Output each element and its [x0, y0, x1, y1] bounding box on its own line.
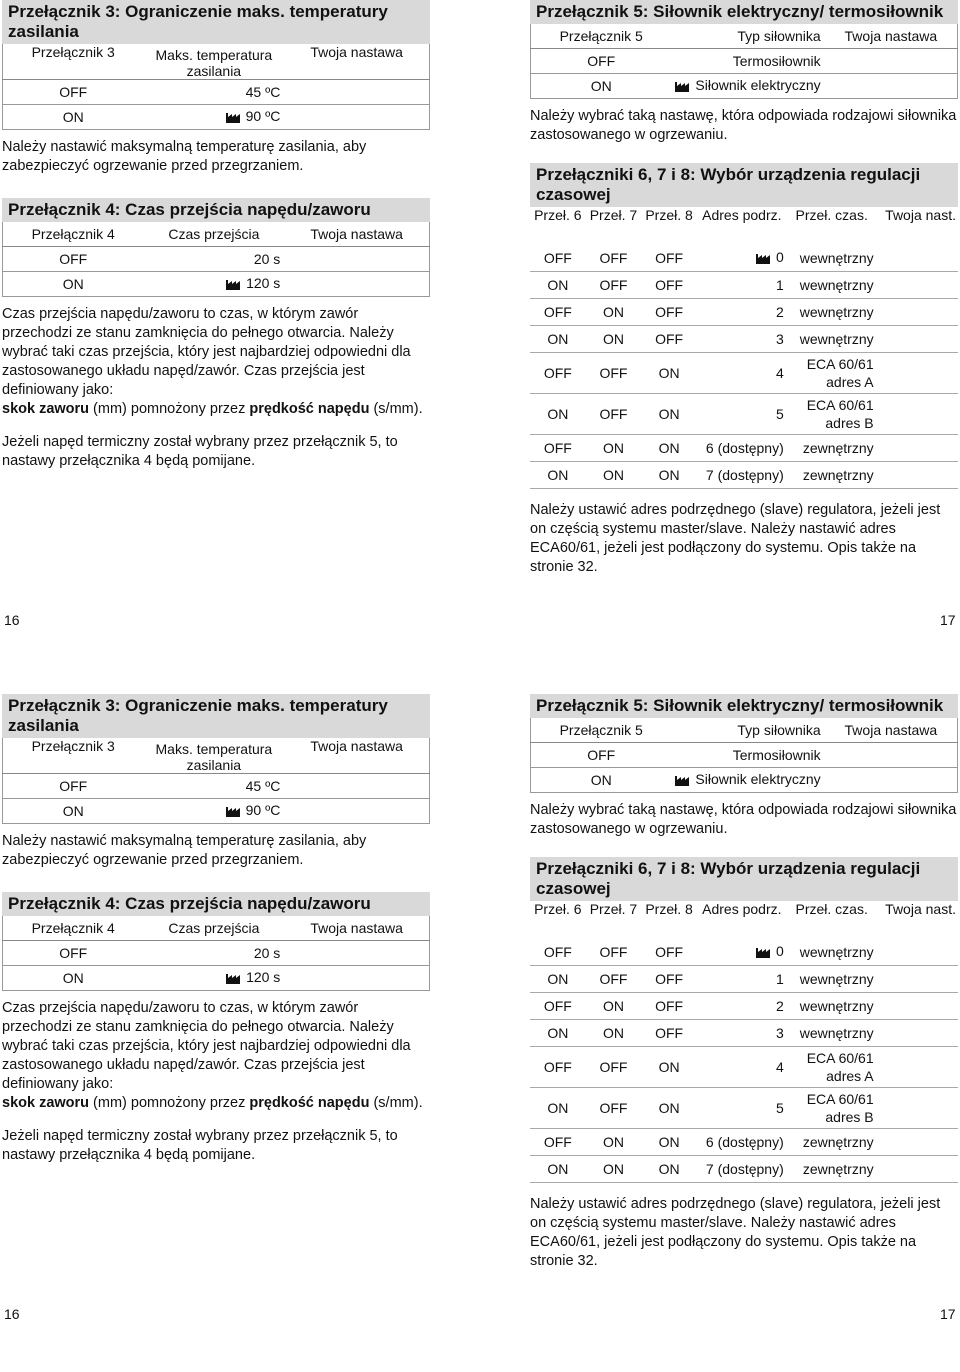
col-header: Twoja nastawa — [825, 718, 958, 743]
table-cell: ON — [530, 1088, 586, 1129]
table-cell: ON — [641, 1129, 697, 1156]
col-header: Czas przejścia — [143, 222, 284, 247]
sw4-table — [2, 222, 430, 297]
table-cell: ON — [641, 435, 697, 462]
table-cell: ON — [530, 462, 586, 489]
table-cell: Termosiłownik — [671, 743, 824, 768]
col-header: Przeł. 6 — [534, 901, 582, 917]
table-cell: OFF — [641, 326, 697, 353]
table-cell: 6 (dostępny) — [697, 435, 787, 462]
page-spread — [0, 0, 960, 640]
factory-icon — [226, 971, 242, 987]
table-cell — [877, 939, 958, 966]
table-cell: ON — [530, 1020, 586, 1047]
table-cell: OFF — [641, 966, 697, 993]
table-cell: ECA 60/61 adres B — [787, 394, 877, 435]
table-cell: 2 — [697, 299, 787, 326]
table-cell — [877, 966, 958, 993]
table-cell: OFF — [586, 245, 642, 272]
col-header: Twoja nastawa — [284, 738, 429, 774]
sw5-title: Przełącznik 5: Siłownik elektryczny/ termosiłownik — [530, 0, 958, 24]
factory-icon — [675, 79, 691, 95]
table-cell: 20 s — [143, 941, 284, 966]
table-cell: wewnętrzny — [787, 245, 877, 272]
right-page — [530, 0, 958, 577]
table-cell: OFF — [641, 272, 697, 299]
table-cell: 4 — [697, 353, 787, 394]
sw4-note: Jeżeli napęd termiczny został wybrany przez przełącznik 5, to nastawy przełącznika 4 będą pomijane. — [2, 434, 398, 469]
sw5-title: Przełącznik 5: Siłownik elektryczny/ termosiłownik — [530, 694, 958, 718]
table-cell: ON — [3, 272, 144, 297]
col-header: Przełącznik 3 — [3, 738, 144, 774]
table-cell: OFF — [586, 966, 642, 993]
factory-icon — [226, 277, 242, 293]
table-cell: ON — [3, 105, 144, 130]
table-cell: ON — [530, 1156, 586, 1183]
table-cell: ON — [586, 1129, 642, 1156]
col-header: Przeł. 7 — [589, 901, 638, 917]
left-page — [2, 694, 430, 1165]
table-cell: ON — [641, 394, 697, 435]
table-cell: ON — [641, 1156, 697, 1183]
table-cell: ON — [641, 462, 697, 489]
table-cell: OFF — [586, 1088, 642, 1129]
sw3-title: Przełącznik 3: Ograniczenie maks. temperatury zasilania — [2, 694, 430, 738]
sw5-table — [530, 718, 958, 793]
col-header: Przeł. 8 — [645, 207, 693, 223]
table-cell — [877, 1088, 958, 1129]
table-cell: ON — [531, 768, 672, 793]
bold-term: prędkość napędu — [249, 1095, 370, 1111]
table-cell: OFF — [530, 993, 586, 1020]
table-cell: Termosiłownik — [671, 49, 824, 74]
col-header: Twoja nast. — [885, 207, 956, 223]
table-cell: OFF — [530, 1129, 586, 1156]
col-header: Adres podrz. — [702, 901, 782, 917]
table-cell: zewnętrzny — [787, 462, 877, 489]
table-cell — [877, 272, 958, 299]
table-cell — [877, 326, 958, 353]
table-cell — [877, 353, 958, 394]
table-cell: Siłownik elektryczny — [695, 771, 821, 787]
table-cell: ON — [530, 272, 586, 299]
table-cell: OFF — [3, 941, 144, 966]
table-cell: wewnętrzny — [787, 993, 877, 1020]
col-header: Twoja nastawa — [825, 24, 958, 49]
col-header: Czas przejścia — [143, 916, 284, 941]
table-cell — [877, 394, 958, 435]
sw4-text — [2, 999, 430, 1113]
table-row — [530, 993, 958, 1020]
table-cell — [877, 1129, 958, 1156]
col-header: Przełącznik 4 — [3, 222, 144, 247]
table-cell: OFF — [530, 939, 586, 966]
table-cell: 5 — [697, 1088, 787, 1129]
text-span: (mm) pomnożony przez — [89, 1095, 250, 1111]
table-cell: 120 s — [246, 969, 281, 985]
bold-term: prędkość napędu — [249, 401, 370, 417]
bold-term: skok zaworu — [2, 1095, 90, 1111]
table-cell: wewnętrzny — [787, 299, 877, 326]
table-cell: OFF — [586, 353, 642, 394]
table-cell — [877, 1020, 958, 1047]
table-cell: 45 ºC — [143, 774, 284, 799]
factory-icon — [756, 945, 772, 961]
table-cell: 7 (dostępny) — [697, 462, 787, 489]
col-header: Przeł. 6 — [534, 207, 582, 223]
text-span: (s/mm). — [369, 1095, 423, 1111]
table-cell — [877, 245, 958, 272]
table-cell: 1 — [697, 272, 787, 299]
table-row — [530, 326, 958, 353]
table-cell: ON — [530, 326, 586, 353]
table-cell: OFF — [641, 1020, 697, 1047]
table-row — [530, 1156, 958, 1183]
table-cell — [697, 939, 787, 966]
table-cell — [877, 299, 958, 326]
table-cell: zewnętrzny — [787, 1129, 877, 1156]
table-row — [530, 272, 958, 299]
sw5-table — [530, 24, 958, 99]
col-header: Maks. temperatura zasilania — [143, 44, 284, 80]
table-cell — [697, 245, 787, 272]
bold-term: skok zaworu — [2, 401, 90, 417]
table-row — [530, 394, 958, 435]
table-cell: zewnętrzny — [787, 435, 877, 462]
right-page — [530, 694, 958, 1271]
table-cell: 90 ºC — [245, 108, 281, 124]
table-cell: OFF — [3, 774, 144, 799]
table-row — [530, 966, 958, 993]
sw3-title: Przełącznik 3: Ograniczenie maks. temperatury zasilania — [2, 0, 430, 44]
table-cell — [877, 993, 958, 1020]
table-cell: ON — [586, 435, 642, 462]
table-cell: OFF — [586, 272, 642, 299]
cell-value: 0 — [775, 249, 784, 265]
table-cell: ON — [586, 993, 642, 1020]
table-cell: OFF — [530, 245, 586, 272]
col-header: Przeł. 7 — [589, 207, 638, 223]
table-cell: ON — [641, 1047, 697, 1088]
col-header: Adres podrz. — [702, 207, 782, 223]
table-cell: 120 s — [246, 275, 281, 291]
table-cell: wewnętrzny — [787, 326, 877, 353]
sw5-text: Należy wybrać taką nastawę, która odpowiada rodzajowi siłownika zastosowanego w ogrzewaniu. — [530, 802, 957, 837]
table-cell: wewnętrzny — [787, 939, 877, 966]
table-cell: ON — [586, 299, 642, 326]
table-cell: OFF — [531, 743, 672, 768]
table-cell: 6 (dostępny) — [697, 1129, 787, 1156]
table-cell: ON — [3, 966, 144, 991]
table-row — [530, 1047, 958, 1088]
col-header: Przeł. czas. — [795, 207, 868, 223]
table-cell: ON — [586, 1156, 642, 1183]
table-cell: zewnętrzny — [787, 1156, 877, 1183]
table-row — [530, 353, 958, 394]
col-header: Przełącznik 5 — [531, 718, 672, 743]
page-number-left: 16 — [4, 612, 20, 628]
table-row — [530, 1129, 958, 1156]
table-cell: OFF — [3, 80, 144, 105]
factory-icon — [756, 251, 772, 267]
factory-icon — [226, 110, 242, 126]
table-cell: 7 (dostępny) — [697, 1156, 787, 1183]
sw678-title: Przełączniki 6, 7 i 8: Wybór urządzenia regulacji czasowej — [530, 857, 958, 901]
table-cell: wewnętrzny — [787, 272, 877, 299]
table-cell: 5 — [697, 394, 787, 435]
table-cell: OFF — [530, 435, 586, 462]
table-cell: OFF — [530, 299, 586, 326]
table-cell: ECA 60/61 adres B — [787, 1088, 877, 1129]
sw678-table — [530, 901, 958, 1183]
page-number-right: 17 — [940, 1306, 956, 1322]
table-cell: ON — [531, 74, 672, 99]
col-header: Twoja nastawa — [284, 44, 429, 80]
page-spread — [0, 694, 960, 1334]
sw3-table — [2, 738, 430, 824]
table-row — [530, 1020, 958, 1047]
table-cell: 3 — [697, 1020, 787, 1047]
col-header: Twoja nast. — [885, 901, 956, 917]
text-span: (s/mm). — [369, 401, 423, 417]
factory-icon — [226, 804, 242, 820]
cell-value: 0 — [775, 943, 784, 959]
table-row — [530, 1088, 958, 1129]
left-page — [2, 0, 430, 471]
col-header: Przełącznik 5 — [531, 24, 672, 49]
sw4-title: Przełącznik 4: Czas przejścia napędu/zaworu — [2, 198, 430, 222]
sw678-title: Przełączniki 6, 7 i 8: Wybór urządzenia regulacji czasowej — [530, 163, 958, 207]
table-cell: ON — [641, 353, 697, 394]
sw3-text: Należy nastawić maksymalną temperaturę zasilania, aby zabezpieczyć ogrzewanie przed przegrzaniem. — [2, 833, 367, 868]
table-row — [530, 435, 958, 462]
table-cell: OFF — [586, 394, 642, 435]
table-row — [530, 462, 958, 489]
table-cell — [877, 1047, 958, 1088]
sw678-text: Należy ustawić adres podrzędnego (slave) regulatora, jeżeli jest on częścią systemu master/slave. Należy nastawić adres ECA60/61, jeżeli jest podłączony do systemu. Opis także na stronie 32. — [530, 502, 941, 575]
sw3-text: Należy nastawić maksymalną temperaturę zasilania, aby zabezpieczyć ogrzewanie przed przegrzaniem. — [2, 139, 367, 174]
page-number-right: 17 — [940, 612, 956, 628]
table-cell: OFF — [641, 993, 697, 1020]
table-cell: ON — [530, 966, 586, 993]
table-cell: 20 s — [143, 247, 284, 272]
sw5-text: Należy wybrać taką nastawę, która odpowiada rodzajowi siłownika zastosowanego w ogrzewaniu. — [530, 108, 957, 143]
table-cell: ON — [586, 326, 642, 353]
col-header: Twoja nastawa — [284, 222, 429, 247]
table-cell: ON — [586, 462, 642, 489]
sw4-note: Jeżeli napęd termiczny został wybrany przez przełącznik 5, to nastawy przełącznika 4 będą pomijane. — [2, 1128, 398, 1163]
col-header: Maks. temperatura zasilania — [143, 738, 284, 774]
sw3-table — [2, 44, 430, 130]
table-cell: ON — [530, 394, 586, 435]
table-cell: Siłownik elektryczny — [695, 77, 821, 93]
table-cell — [877, 435, 958, 462]
sw4-table — [2, 916, 430, 991]
table-cell: OFF — [530, 353, 586, 394]
table-cell: 45 ºC — [143, 80, 284, 105]
col-header: Przeł. czas. — [795, 901, 868, 917]
col-header: Twoja nastawa — [284, 916, 429, 941]
col-header: Przeł. 8 — [645, 901, 693, 917]
table-cell: 90 ºC — [245, 802, 281, 818]
table-cell: wewnętrzny — [787, 1020, 877, 1047]
table-cell: ON — [586, 1020, 642, 1047]
col-header: Typ siłownika — [671, 24, 824, 49]
table-cell: OFF — [586, 939, 642, 966]
sw4-text — [2, 305, 430, 419]
col-header: Typ siłownika — [671, 718, 824, 743]
table-cell: OFF — [531, 49, 672, 74]
table-row — [530, 939, 958, 966]
table-cell: wewnętrzny — [787, 966, 877, 993]
col-header: Przełącznik 4 — [3, 916, 144, 941]
text-span: Czas przejścia napędu/zaworu to czas, w którym zawór przechodzi ze stanu zamknięcia do pełnego otwarcia. Należy wybrać taki czas przejścia, który jest najbardziej odpowiedni dla zastosowanego układu napęd/zawór. Czas przejścia jest definiowany jako: — [2, 1000, 411, 1092]
sw678-table — [530, 207, 958, 489]
table-cell: ECA 60/61 adres A — [787, 353, 877, 394]
text-span: Czas przejścia napędu/zaworu to czas, w którym zawór przechodzi ze stanu zamknięcia do pełnego otwarcia. Należy wybrać taki czas przejścia, który jest najbardziej odpowiedni dla zastosowanego układu napęd/zawór. Czas przejścia jest definiowany jako: — [2, 306, 411, 398]
table-cell: ON — [3, 799, 144, 824]
factory-icon — [675, 773, 691, 789]
table-cell: OFF — [641, 245, 697, 272]
table-cell: OFF — [530, 1047, 586, 1088]
table-cell — [877, 1156, 958, 1183]
table-cell: OFF — [641, 299, 697, 326]
table-cell: OFF — [641, 939, 697, 966]
page-number-left: 16 — [4, 1306, 20, 1322]
table-cell — [877, 462, 958, 489]
table-cell: OFF — [3, 247, 144, 272]
table-cell: 1 — [697, 966, 787, 993]
table-cell: ECA 60/61 adres A — [787, 1047, 877, 1088]
sw678-text: Należy ustawić adres podrzędnego (slave) regulatora, jeżeli jest on częścią systemu master/slave. Należy nastawić adres ECA60/61, jeżeli jest podłączony do systemu. Opis także na stronie 32. — [530, 1196, 941, 1269]
sw4-title: Przełącznik 4: Czas przejścia napędu/zaworu — [2, 892, 430, 916]
table-cell: 4 — [697, 1047, 787, 1088]
text-span: (mm) pomnożony przez — [89, 401, 250, 417]
table-cell: 3 — [697, 326, 787, 353]
table-cell: ON — [641, 1088, 697, 1129]
table-cell: OFF — [586, 1047, 642, 1088]
table-cell: 2 — [697, 993, 787, 1020]
col-header: Przełącznik 3 — [3, 44, 144, 80]
table-row — [530, 299, 958, 326]
table-row — [530, 245, 958, 272]
